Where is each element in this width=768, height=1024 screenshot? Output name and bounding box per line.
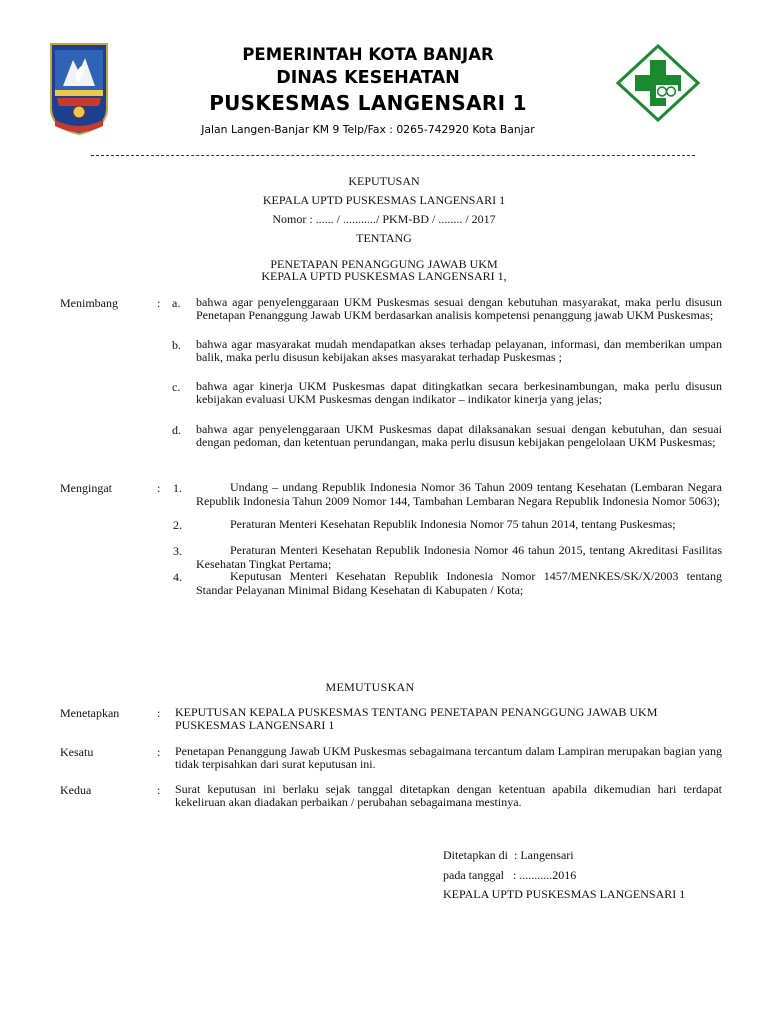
letterhead-line3: PUSKESMAS LANGENSARI 1 <box>209 91 527 115</box>
letterhead-address: Jalan Langen-Banjar KM 9 Telp/Fax : 0265-742920 Kota Banjar <box>201 123 535 136</box>
mengingat-marker-1: 1. <box>173 481 182 495</box>
puskesmas-green-cross-icon <box>616 44 700 122</box>
mengingat-text-3: Peraturan Menteri Kesehatan Republik Indonesia Nomor 46 tahun 2015, tentang Akreditasi Fasilitas Kesehatan Tingkat Pertama; <box>196 543 722 571</box>
mengingat-label: Mengingat <box>60 481 112 495</box>
decree-heading: KEPUTUSAN <box>348 174 420 188</box>
mengingat-colon: : <box>157 481 161 495</box>
mengingat-text-4: Keputusan Menteri Kesehatan Republik Indonesia Nomor 1457/MENKES/SK/X/2003 tentang Standar Pelayanan Minimal Bidang Kesehatan di Kabupaten / Kota; <box>196 569 722 597</box>
letterhead-divider <box>91 155 695 156</box>
menimbang-label: Menimbang <box>60 296 118 310</box>
mengingat-marker-4: 4. <box>173 570 182 584</box>
mengingat-text-1: Undang – undang Republik Indonesia Nomor 36 Tahun 2009 tentang Kesehatan (Lembaran Negara Republik Indonesia Tahun 2009 Nomor 144, Tambahan Lembaran Negara Republik Indonesia Nomor 5063); <box>196 480 722 508</box>
menimbang-text-d: bahwa agar penyelenggaraan UKM Puskesmas dapat dilaksanakan sesuai dengan kebutuhan, dan sesuai dengan pedoman, dan ketentuan perundangan, maka perlu disusun kebijakan pengelolaan UKM Puskesmas; <box>196 422 722 449</box>
decree-subject-line1: PENETAPAN PENANGGUNG JAWAB UKM <box>270 257 498 271</box>
mengingat-marker-3: 3. <box>173 544 182 558</box>
memutuskan-title: MEMUTUSKAN <box>325 680 415 694</box>
menimbang-text-b: bahwa agar masyarakat mudah mendapatkan akses terhadap pelayanan, informasi, dan memberikan umpan balik, maka perlu disusun kebijakan akses masyarakat terhadap Puskesmas ; <box>196 337 722 364</box>
kesatu-text: Penetapan Penanggung Jawab UKM Puskesmas sebagaimana tercantum dalam Lampiran merupakan bagian yang tidak terpisahkan dari surat keputusan ini. <box>175 744 722 771</box>
menimbang-marker-a: a. <box>172 296 181 310</box>
menimbang-marker-b: b. <box>172 338 181 352</box>
kedua-colon: : <box>157 783 161 797</box>
signature-place: Ditetapkan di : Langensari <box>443 848 574 862</box>
signature-title: KEPALA UPTD PUSKESMAS LANGENSARI 1 <box>443 887 686 901</box>
letterhead-line1: PEMERINTAH KOTA BANJAR <box>242 45 494 64</box>
kesatu-colon: : <box>157 745 161 759</box>
kedua-text: Surat keputusan ini berlaku sejak tanggal ditetapkan dengan ketentuan apabila dikemudian hari terdapat kekeliruan akan diadakan perbaikan / perubahan sebagaimana mestinya. <box>175 782 722 809</box>
menetapkan-text: KEPUTUSAN KEPALA PUSKESMAS TENTANG PENETAPAN PENANGGUNG JAWAB UKM PUSKESMAS LANGENSARI 1 <box>175 705 658 732</box>
kota-banjar-emblem-icon <box>49 42 109 136</box>
letterhead-line2: DINAS KESEHATAN <box>276 68 460 88</box>
decree-about: TENTANG <box>356 231 412 245</box>
menimbang-marker-d: d. <box>172 423 181 437</box>
menimbang-text-a: bahwa agar penyelenggaraan UKM Puskesmas sesuai dengan kebutuhan masyarakat, maka perlu disusun Penetapan Penanggung Jawab UKM berdasarkan analisis kompetensi penanggung jawab UKM Puskesmas; <box>196 295 722 322</box>
menetapkan-colon: : <box>157 706 161 720</box>
mengingat-text-2: Peraturan Menteri Kesehatan Republik Indonesia Nomor 75 tahun 2014, tentang Puskesmas; <box>230 517 676 531</box>
kesatu-label: Kesatu <box>60 745 94 759</box>
letterhead <box>120 44 616 138</box>
menimbang-colon: : <box>157 296 161 310</box>
menimbang-marker-c: c. <box>172 380 181 394</box>
kedua-label: Kedua <box>60 783 92 797</box>
decree-issuer: KEPALA UPTD PUSKESMAS LANGENSARI 1 <box>262 193 506 207</box>
menimbang-text-c: bahwa agar kinerja UKM Puskesmas dapat ditingkatkan secara berkesinambungan, maka perlu disusun kebijakan evaluasi UKM Puskesmas dengan indikator – indikator kinerja yang jelas; <box>196 379 722 406</box>
decree-number: Nomor : ...... / .........../ PKM-BD / ........ / 2017 <box>272 212 496 226</box>
decree-subject-line2: KEPALA UPTD PUSKESMAS LANGENSARI 1, <box>261 269 507 283</box>
mengingat-marker-2: 2. <box>173 518 182 532</box>
menetapkan-label: Menetapkan <box>60 706 120 720</box>
signature-date: pada tanggal : ...........2016 <box>443 868 577 882</box>
